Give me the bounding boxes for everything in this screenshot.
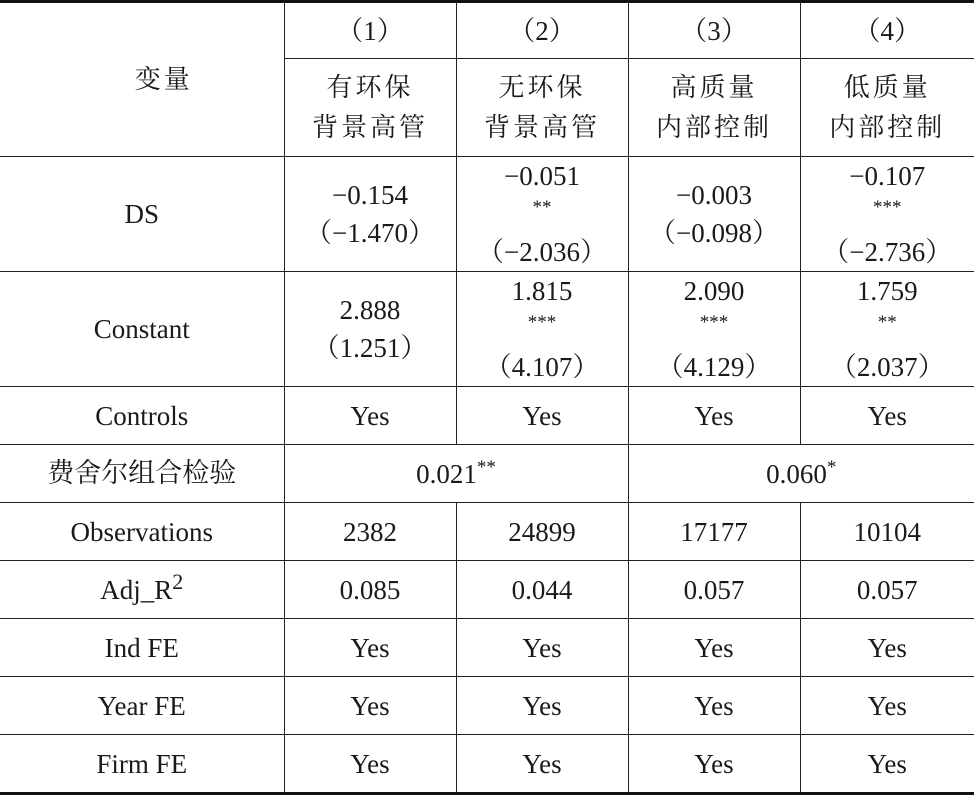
year-fe-cell-2: Yes bbox=[456, 677, 628, 735]
col-number-1: （1） bbox=[284, 2, 456, 59]
col-header-2 bbox=[456, 59, 628, 157]
observations-cell-4: 10104 bbox=[800, 503, 974, 561]
col-header-4 bbox=[800, 59, 974, 157]
constant-tstat-4: （2.037） bbox=[829, 352, 945, 382]
constant-tstat-2: （4.107） bbox=[484, 352, 600, 382]
observations-cell-2: 24899 bbox=[456, 503, 628, 561]
firm-fe-row bbox=[0, 735, 974, 794]
col-header-3-line2: 内部控制 bbox=[655, 112, 772, 143]
ds-coef-2: −0.051 ** bbox=[504, 161, 580, 218]
fisher-label-text: 费舍尔组合检验 bbox=[47, 458, 237, 489]
ind-fe-cell-2: Yes bbox=[456, 619, 628, 677]
controls-cell-2: Yes bbox=[456, 387, 628, 445]
ds-cell-1 bbox=[284, 157, 456, 272]
ds-tstat-1: （−1.470） bbox=[305, 218, 435, 248]
fisher-cell-1: 0.021** bbox=[284, 445, 628, 503]
col-header-1 bbox=[284, 59, 456, 157]
variable-header-cell bbox=[0, 2, 284, 157]
row-label-year-fe: Year FE bbox=[0, 677, 284, 735]
year-fe-cell-4: Yes bbox=[800, 677, 974, 735]
firm-fe-cell-4: Yes bbox=[800, 735, 974, 794]
observations-row bbox=[0, 503, 974, 561]
variable-header: 变量 bbox=[134, 64, 193, 95]
col-header-4-line2: 内部控制 bbox=[829, 112, 946, 143]
constant-cell-1 bbox=[284, 272, 456, 387]
ds-row bbox=[0, 157, 974, 272]
row-label-fisher bbox=[0, 445, 284, 503]
col-header-3-line1: 高质量 bbox=[670, 72, 758, 103]
ds-coef-1: −0.154 bbox=[332, 180, 408, 210]
constant-coef-2: 1.815 *** bbox=[511, 276, 573, 333]
column-number-row bbox=[0, 2, 974, 59]
row-label-controls: Controls bbox=[0, 387, 284, 445]
col-number-4: （4） bbox=[800, 2, 974, 59]
year-fe-row bbox=[0, 677, 974, 735]
constant-cell-3 bbox=[628, 272, 800, 387]
observations-cell-3: 17177 bbox=[628, 503, 800, 561]
row-label-observations: Observations bbox=[0, 503, 284, 561]
firm-fe-cell-2: Yes bbox=[456, 735, 628, 794]
adj-r2-cell-2: 0.044 bbox=[456, 561, 628, 619]
ind-fe-row bbox=[0, 619, 974, 677]
col-header-1-line2: 背景高管 bbox=[311, 112, 428, 143]
col-number-2: （2） bbox=[456, 2, 628, 59]
constant-coef-4: 1.759 ** bbox=[856, 276, 918, 333]
constant-row bbox=[0, 272, 974, 387]
col-header-1-line1: 有环保 bbox=[326, 72, 414, 103]
ds-cell-4 bbox=[800, 157, 974, 272]
row-label-ds: DS bbox=[0, 157, 284, 272]
ind-fe-cell-3: Yes bbox=[628, 619, 800, 677]
constant-cell-2 bbox=[456, 272, 628, 387]
ds-tstat-4: （−2.736） bbox=[822, 237, 953, 267]
ds-tstat-2: （−2.036） bbox=[477, 237, 607, 267]
ds-coef-4: −0.107 *** bbox=[849, 161, 926, 218]
ds-cell-3 bbox=[628, 157, 800, 272]
constant-coef-1: 2.888 bbox=[339, 295, 401, 325]
fisher-cell-2: 0.060* bbox=[628, 445, 974, 503]
fisher-test-row bbox=[0, 445, 974, 503]
adj-r2-row bbox=[0, 561, 974, 619]
row-label-ind-fe: Ind FE bbox=[0, 619, 284, 677]
constant-tstat-1: （1.251） bbox=[312, 333, 428, 363]
row-label-constant: Constant bbox=[0, 272, 284, 387]
col-header-2-line1: 无环保 bbox=[498, 72, 586, 103]
constant-coef-3: 2.090 *** bbox=[683, 276, 745, 333]
adj-r2-cell-3: 0.057 bbox=[628, 561, 800, 619]
ds-coef-3: −0.003 bbox=[676, 180, 752, 210]
year-fe-cell-3: Yes bbox=[628, 677, 800, 735]
constant-tstat-3: （4.129） bbox=[656, 352, 772, 382]
ds-tstat-3: （−0.098） bbox=[649, 218, 779, 248]
firm-fe-cell-3: Yes bbox=[628, 735, 800, 794]
col-number-3: （3） bbox=[628, 2, 800, 59]
controls-row bbox=[0, 387, 974, 445]
row-label-firm-fe: Firm FE bbox=[0, 735, 284, 794]
row-label-adj-r2: $Adj\_R^2$ bbox=[0, 561, 284, 619]
firm-fe-cell-1: Yes bbox=[284, 735, 456, 794]
ds-cell-2 bbox=[456, 157, 628, 272]
adj-r2-cell-4: 0.057 bbox=[800, 561, 974, 619]
controls-cell-1: Yes bbox=[284, 387, 456, 445]
col-header-3 bbox=[628, 59, 800, 157]
ind-fe-cell-4: Yes bbox=[800, 619, 974, 677]
observations-cell-1: 2382 bbox=[284, 503, 456, 561]
adj-r2-cell-1: 0.085 bbox=[284, 561, 456, 619]
controls-cell-3: Yes bbox=[628, 387, 800, 445]
year-fe-cell-1: Yes bbox=[284, 677, 456, 735]
col-header-2-line2: 背景高管 bbox=[483, 112, 600, 143]
constant-cell-4 bbox=[800, 272, 974, 387]
ind-fe-cell-1: Yes bbox=[284, 619, 456, 677]
col-header-4-line1: 低质量 bbox=[843, 72, 931, 103]
controls-cell-4: Yes bbox=[800, 387, 974, 445]
